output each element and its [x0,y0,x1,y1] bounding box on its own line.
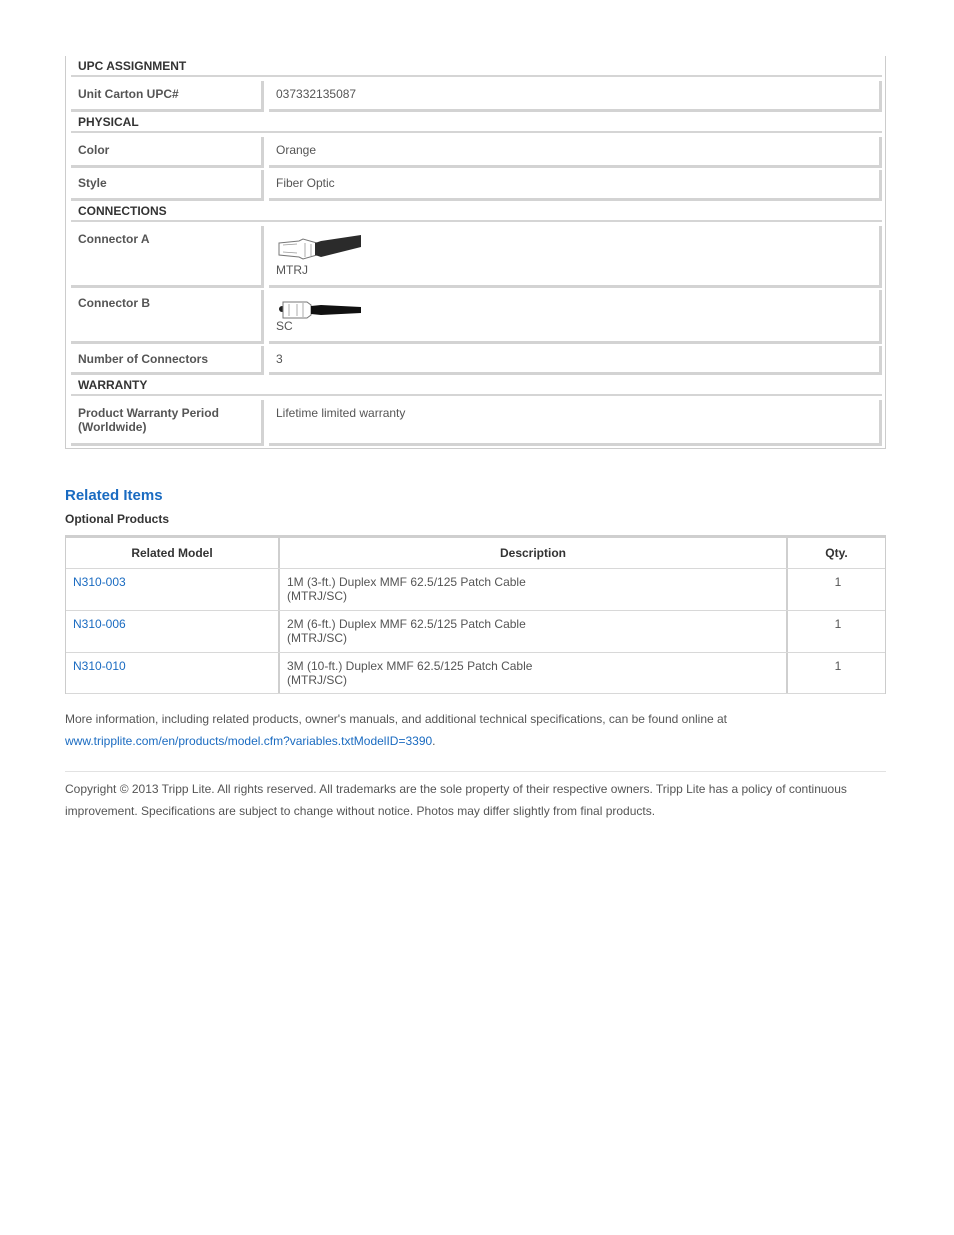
description-line: 3M (10-ft.) Duplex MMF 62.5/125 Patch Cable [287,659,533,673]
row-qty: 1 [834,617,842,631]
connector-a-cell [269,226,882,288]
more-info-link-line [65,730,895,752]
footer-divider [65,771,886,772]
number-of-connectors-label: Number of Connectors [71,346,264,375]
row-qty: 1 [834,575,842,589]
connector-b-cell [269,290,882,344]
more-info-paragraph [65,708,895,752]
connector-b-caption: SC [276,319,293,333]
column-divider [278,538,280,694]
related-products-table [65,535,886,694]
style-label: Style [71,170,264,201]
specifications-table [65,56,886,449]
section-heading-physical: PHYSICAL [71,112,882,133]
description-line: (MTRJ/SC) [287,673,347,687]
copyright-notice: Copyright © 2013 Tripp Lite. All rights reserved. All trademarks are the sole property of their respective owners. Tripp Lite has a policy of continuous improvement. Specifications are subject to change without notice. Photos may differ slightly from final products. [65,782,847,818]
header-qty: Qty. [825,546,848,560]
row-divider [66,568,885,569]
description-line: (MTRJ/SC) [287,631,347,645]
color-label: Color [71,137,264,168]
header-related-model: Related Model [131,546,213,560]
section-heading-connections: CONNECTIONS [71,201,882,222]
more-info-suffix: . [432,734,436,748]
warranty-period-label-line2: (Worldwide) [78,420,147,434]
description-line: (MTRJ/SC) [287,589,347,603]
row-description [287,617,587,645]
number-of-connectors-value: 3 [269,346,882,375]
section-heading-upc: UPC ASSIGNMENT [71,56,882,77]
model-link-n310-003[interactable]: N310-003 [73,575,126,589]
unit-carton-upc-label: Unit Carton UPC# [71,81,264,112]
connector-b-label: Connector B [71,290,264,344]
optional-products-heading: Optional Products [65,512,170,526]
unit-carton-upc-value: 037332135087 [269,81,882,112]
warranty-period-label [71,400,264,446]
model-link-n310-010[interactable]: N310-010 [73,659,126,673]
row-divider [66,610,885,611]
color-value: Orange [269,137,882,168]
warranty-period-value: Lifetime limited warranty [269,400,882,446]
row-divider [66,652,885,653]
product-page-link[interactable]: www.tripplite.com/en/products/model.cfm?variables.txtModelID=3390 [65,734,433,748]
header-description: Description [499,546,566,560]
connector-a-label: Connector A [71,226,264,288]
description-line: 1M (3-ft.) Duplex MMF 62.5/125 Patch Cable [287,575,526,589]
row-description [287,575,587,603]
connector-a-caption: MTRJ [276,263,308,277]
related-items-heading: Related Items [65,487,163,504]
model-link-n310-006[interactable]: N310-006 [73,617,126,631]
row-qty: 1 [834,659,842,673]
row-description [287,659,587,687]
description-line: 2M (6-ft.) Duplex MMF 62.5/125 Patch Cable [287,617,526,631]
warranty-period-label-line1: Product Warranty Period [78,406,219,420]
style-value: Fiber Optic [269,170,882,201]
more-info-text: More information, including related products, owner's manuals, and additional technical specifications, can be found online at [65,712,728,726]
section-heading-warranty: WARRANTY [71,375,882,396]
mtrj-connector-icon [277,233,363,263]
row-divider [66,693,885,694]
